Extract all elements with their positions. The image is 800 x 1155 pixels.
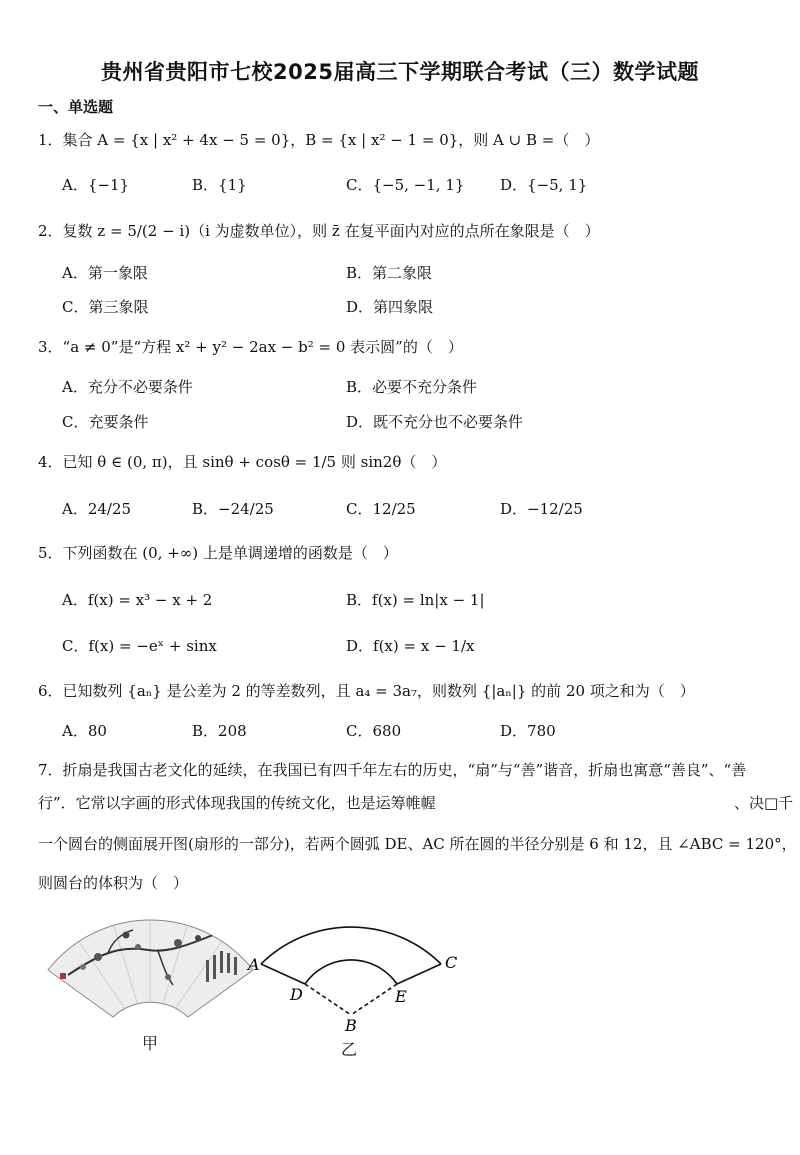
question-7-line-3: 一个圆台的侧面展开图(扇形的一部分)，若两个圆弧 DE、AC 所在圆的半径分别是 6 和 12，且 ∠ABC = 120°， [38, 835, 797, 853]
question-3-stem: 3．“a ≠ 0”是“方程 x² + y² − 2ax − b² = 0 表示圆”的（ ） [38, 338, 463, 356]
q2-option-a[interactable]: A．第一象限 [62, 264, 148, 282]
q6-option-a[interactable]: A．80 [62, 722, 107, 740]
q3-option-c[interactable]: C．充要条件 [62, 413, 149, 431]
q1-option-c[interactable]: C．{−5, −1, 1} [346, 176, 465, 194]
q2-option-b[interactable]: B．第二象限 [346, 264, 433, 282]
q6-option-d[interactable]: D．780 [500, 722, 556, 740]
q2-option-c[interactable]: C．第三象限 [62, 298, 149, 316]
q3-option-d[interactable]: D．既不充分也不必要条件 [346, 413, 524, 431]
point-label-a: A [248, 955, 260, 974]
q3-option-b[interactable]: B．必要不充分条件 [346, 378, 478, 396]
point-label-d: D [290, 985, 303, 1004]
q1-option-d[interactable]: D．{−5, 1} [500, 176, 588, 194]
q5-option-b[interactable]: B．f(x) = ln|x − 1| [346, 591, 485, 609]
section-heading: 一、单选题 [38, 98, 114, 116]
exam-title: 贵州省贵阳市七校2025届高三下学期联合考试（三）数学试题 [101, 60, 699, 84]
q6-option-b[interactable]: B．208 [192, 722, 247, 740]
question-7-line-4: 则圆台的体积为（ ） [38, 874, 189, 892]
question-7-line-1: 7．折扇是我国古老文化的延续，在我国已有四千年左右的历史，“扇”与“善”谐音，折扇也寓意“善良”、“善 [38, 761, 747, 779]
figure-caption-jia: 甲 [142, 1034, 159, 1053]
q4-option-d[interactable]: D．−12/25 [500, 500, 583, 518]
q1-option-a[interactable]: A．{−1} [62, 176, 130, 194]
question-7-line-2-tail: 、决□千 [734, 794, 794, 812]
q4-option-c[interactable]: C．12/25 [346, 500, 416, 518]
folding-fan-image [38, 905, 263, 1025]
q4-option-a[interactable]: A．24/25 [62, 500, 132, 518]
q1-option-b[interactable]: B．{1} [192, 176, 247, 194]
question-6-stem: 6．已知数列 {aₙ} 是公差为 2 的等差数列，且 a₄ = 3a₇，则数列 {|aₙ|} 的前 20 项之和为（ ） [38, 682, 695, 700]
question-1-stem: 1．集合 A = {x | x² + 4x − 5 = 0}，B = {x | x² − 1 = 0}，则 A ∪ B =（ ） [38, 131, 600, 149]
q2-option-d[interactable]: D．第四象限 [346, 298, 434, 316]
q6-option-c[interactable]: C．680 [346, 722, 402, 740]
figure-caption-yi: 乙 [341, 1040, 358, 1059]
point-label-c: C [445, 953, 458, 972]
point-label-b: B [345, 1016, 357, 1035]
q3-option-a[interactable]: A．充分不必要条件 [62, 378, 193, 396]
q5-option-d[interactable]: D．f(x) = x − 1/x [346, 637, 475, 655]
question-4-stem: 4．已知 θ ∈ (0, π)，且 sinθ + cosθ = 1/5 则 sin2θ（ ） [38, 453, 447, 471]
q5-option-a[interactable]: A．f(x) = x³ − x + 2 [62, 591, 213, 609]
question-5-stem: 5．下列函数在 (0, +∞) 上是单调递增的函数是（ ） [38, 544, 398, 562]
point-label-e: E [395, 987, 407, 1006]
question-2-stem: 2．复数 z = 5/(2 − i)（i 为虚数单位），则 z̄ 在复平面内对应的点所在象限是（ ） [38, 222, 600, 240]
q5-option-c[interactable]: C．f(x) = −eˣ + sinx [62, 637, 217, 655]
annular-sector-diagram [240, 890, 470, 1040]
question-7-line-2: 行”．它常以字画的形式体现我国的传统文化，也是运筹帷幄 [38, 794, 436, 812]
q4-option-b[interactable]: B．−24/25 [192, 500, 274, 518]
